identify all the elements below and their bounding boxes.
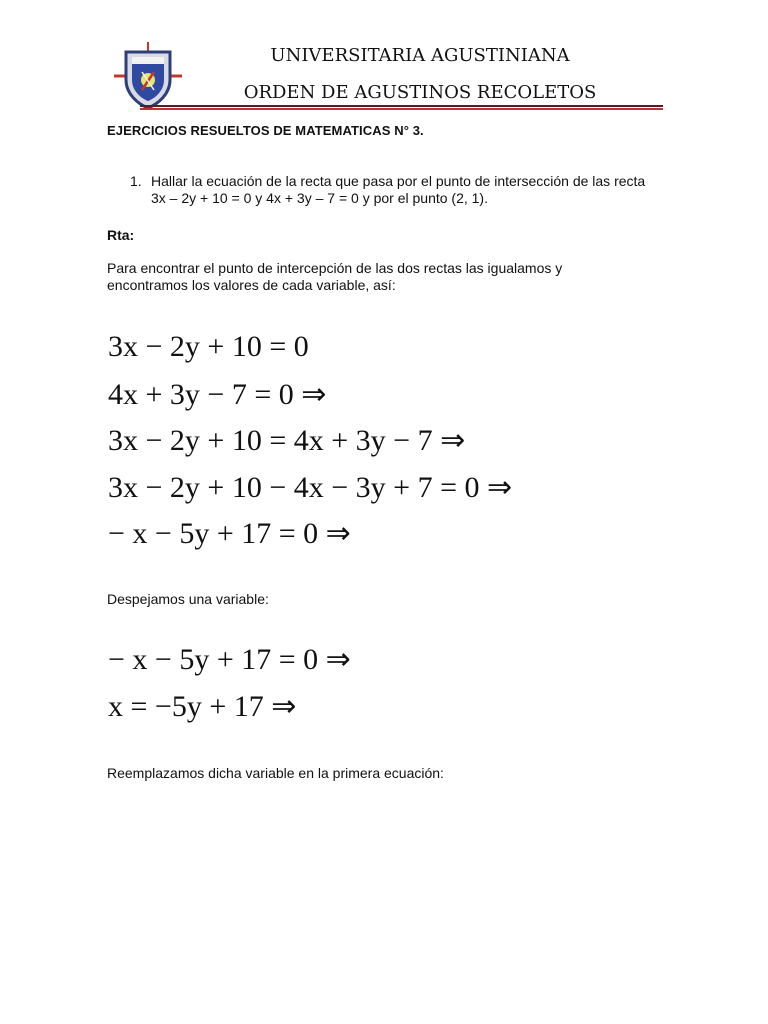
equation-line: x = −5y + 17 ⇒ xyxy=(108,690,297,723)
document-title: EJERCICIOS RESUELTOS DE MATEMATICAS N° 3. xyxy=(107,123,424,138)
explanation-paragraph-1: Para encontrar el punto de intercepción de las dos rectas las igualamos y encontramos los valores de cada variable, así: xyxy=(107,260,563,293)
exercise-1 xyxy=(130,173,660,207)
explanation-paragraph-3: Reemplazamos dicha variable en la primera ecuación: xyxy=(107,765,444,781)
exercise-statement: Hallar la ecuación de la recta que pasa por el punto de intersección de las recta 3x – 2y + 10 = 0 y 4x + 3y – 7 = 0 y por el punto (2, 1). xyxy=(151,173,646,206)
equation-line: 3x − 2y + 10 − 4x − 3y + 7 = 0 ⇒ xyxy=(108,471,513,504)
equation-line: − x − 5y + 17 = 0 ⇒ xyxy=(108,643,351,676)
order-name: ORDEN DE AGUSTINOS RECOLETOS xyxy=(243,82,597,103)
equation-line: 3x − 2y + 10 = 0 xyxy=(108,330,309,363)
header-rule-red xyxy=(140,108,663,110)
answer-label: Rta: xyxy=(107,227,135,243)
header-rule-dark xyxy=(140,105,663,107)
equation-line: 3x − 2y + 10 = 4x + 3y − 7 ⇒ xyxy=(108,424,466,457)
explanation-paragraph-2: Despejamos una variable: xyxy=(107,591,269,607)
university-crest-logo xyxy=(112,40,184,112)
equation-line: − x − 5y + 17 = 0 ⇒ xyxy=(108,517,351,550)
institution-name: UNIVERSITARIA AGUSTINIANA xyxy=(270,45,570,66)
equation-line: 4x + 3y − 7 = 0 ⇒ xyxy=(108,378,327,411)
exercise-number: 1. xyxy=(130,173,142,189)
